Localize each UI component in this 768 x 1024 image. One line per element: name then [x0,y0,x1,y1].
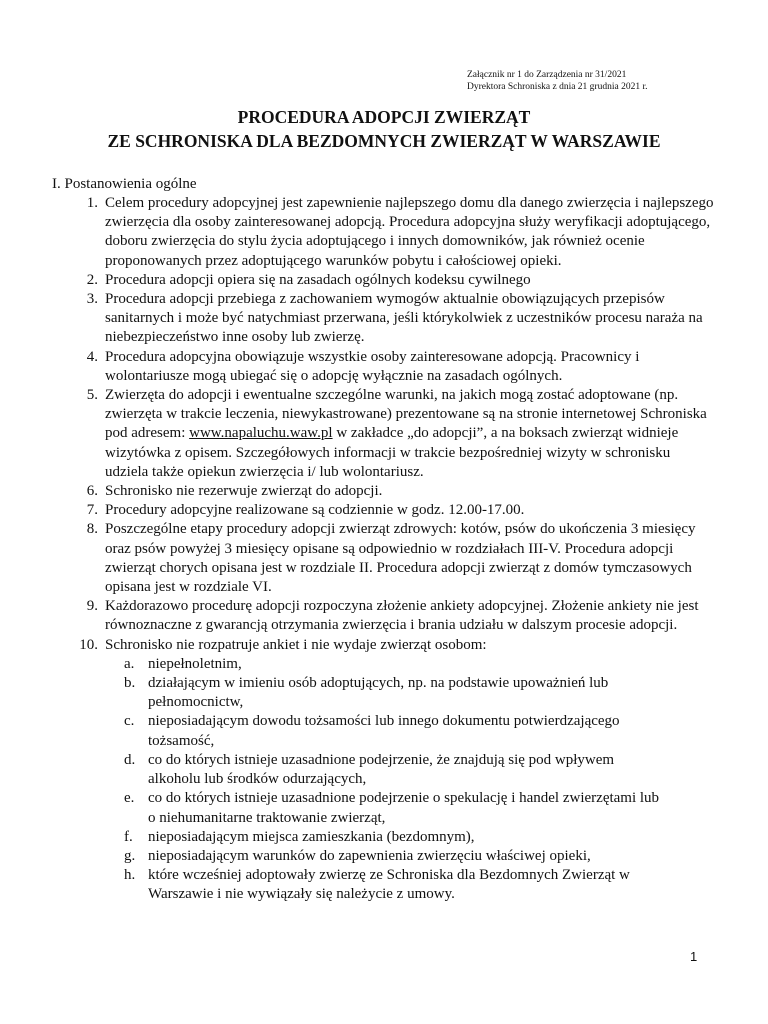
item-text-before-link: Zwierzęta do adopcji i ewentualne szczególne warunki, na jakich mogą zostać adoptowane (np. zwierzęta w trakcie leczenia, niewykastrowane) prezentowane są na stronie internetowej Schroniska pod adresem: [105,387,707,442]
item-number: 6. [86,483,98,500]
sub-list-item [0,674,668,712]
sub-item-text: co do których istnieje uzasadnione podejrzenie o spekulację i handel zwierzętami lub o niehumanitarne traktowanie zwierząt, [148,790,660,826]
item-number: 1. [86,195,98,211]
sub-item-letter: f. [124,828,133,845]
item-text: Procedura adopcji opiera się na zasadach ogólnych kodeksu cywilnego [105,271,531,288]
item-text: Schronisko nie rozpatruje ankiet i nie wydaje zwierząt osobom: [105,636,487,653]
item-number: 7. [86,502,98,519]
item-text: Celem procedury adopcyjnej jest zapewnienie najlepszego domu dla danego zwierzęcia i najlepszego zwierzęcia dla osoby zainteresowanej adopcją. Procedura adopcyjna służy weryfikacji adoptującego, doboru zwierzęcia do stylu życia adoptującego i innych domowników, jak również ocenie proponowanych przez adoptującego warunków pobytu i całościowej opieki. [105,195,714,269]
shelter-website-link[interactable]: www.napaluchu.waw.pl [189,425,333,442]
document-title-line-2: ZE SCHRONISKA DLA BEZDOMNYCH ZWIERZĄT W WARSZAWIE [107,131,661,151]
sub-item-letter: a. [124,655,135,672]
list-item [0,520,714,597]
item-text: Poszczególne etapy procedury adopcji zwierząt zdrowych: kotów, psów do ukończenia 3 miesięcy oraz psów powyżej 3 miesięcy opisane są odpowiednio w rozdziałach III-V. Procedura adopcji zwierząt chorych opisana jest w rozdziale II. Procedura adopcji zwierząt z domów tymczasowych opisana jest w rozdziale VI. [105,521,696,596]
sub-item-letter: b. [124,675,136,692]
item-number: 2. [86,271,98,288]
list-item [0,386,714,482]
sub-list-item [0,751,668,789]
sub-list-item [0,828,668,847]
sub-item-letter: c. [124,713,135,730]
list-item [0,271,714,290]
item-text: Procedura adopcyjna obowiązuje wszystkie osoby zainteresowane adopcją. Pracownicy i wolontariusze mogą ubiegać się o adopcję wyłącznie na zasadach ogólnych. [105,348,640,384]
sub-item-text: działającym w imieniu osób adoptujących, np. na podstawie upoważnień lub pełnomocnictw, [148,675,609,711]
list-item [0,482,714,501]
sub-item-text: nieposiadającym dowodu tożsamości lub innego dokumentu potwierdzającego tożsamość, [148,713,620,749]
page-number: 1 [690,949,698,964]
sub-item-text: nieposiadającym miejsca zamieszkania (bezdomnym), [148,828,475,845]
list-item [0,597,714,635]
attachment-line-2: Dyrektora Schroniska z dnia 21 grudnia 2021 r. [467,82,648,92]
sub-list-item [0,789,668,827]
item-number: 9. [86,598,98,615]
item-text: Procedura adopcji przebiega z zachowaniem wymogów aktualnie obowiązujących przepisów sanitarnych i może być natychmiast przerwana, jeśli którykolwiek z uczestników procesu naraża na niebezpieczeństwo inne osoby lub zwierzę. [105,291,703,346]
item-number: 4. [86,348,98,365]
sub-list-item [0,712,668,750]
document-title-line-1: PROCEDURA ADOPCJI ZWIERZĄT [237,107,531,127]
item-text: Procedury adopcyjne realizowane są codziennie w godz. 12.00-17.00. [105,502,525,519]
list-item [0,348,714,386]
procedure-list [0,194,768,905]
sub-list-item [0,866,668,904]
item-text-after-link: w zakładce „do adopcji”, a na boksach zwierząt widnieje wizytówka z opisem. Szczegółowych informacji w trakcie bezpośredniej wizyty w schronisku udziela także opiekun zwierzęcia i/ lub wolontariusz. [105,425,679,480]
item-number: 10. [79,636,98,653]
item-number: 8. [86,521,98,538]
attachment-note [467,69,647,93]
list-item [0,290,714,348]
item-text: Schronisko nie rezerwuje zwierząt do adopcji. [105,483,383,500]
sub-item-text: co do których istnieje uzasadnione podejrzenie, że znajdują się pod wpływem alkoholu lub środków odurzających, [148,751,615,788]
sub-item-letter: d. [124,751,136,768]
sub-item-text: niepełnoletnim, [148,655,242,672]
section-heading: I. Postanowienia ogólne [52,176,197,192]
attachment-line-1: Załącznik nr 1 do Zarządzenia nr 31/2021 [467,70,627,80]
sub-item-text: nieposiadającym warunków do zapewnienia zwierzęciu właściwej opieki, [148,847,591,864]
item-number: 5. [86,387,98,404]
sub-list-item [0,655,668,674]
item-number: 3. [86,291,98,308]
sub-item-text: które wcześniej adoptowały zwierzę ze Schroniska dla Bezdomnych Zwierząt w Warszawie i nie wywiązały się należycie z umowy. [148,867,630,903]
sub-item-letter: h. [124,867,136,884]
list-item [0,636,714,655]
list-item [0,194,714,271]
sub-item-letter: e. [124,790,135,807]
sub-item-letter: g. [124,847,136,864]
list-item [0,501,714,520]
item-text: Każdorazowo procedurę adopcji rozpoczyna złożenie ankiety adopcyjnej. Złożenie ankiety nie jest równoznaczne z gwarancją otrzymania zwierzęcia i brania udziału w dalszym procesie adopcji. [105,598,699,634]
sub-list-item [0,847,668,866]
